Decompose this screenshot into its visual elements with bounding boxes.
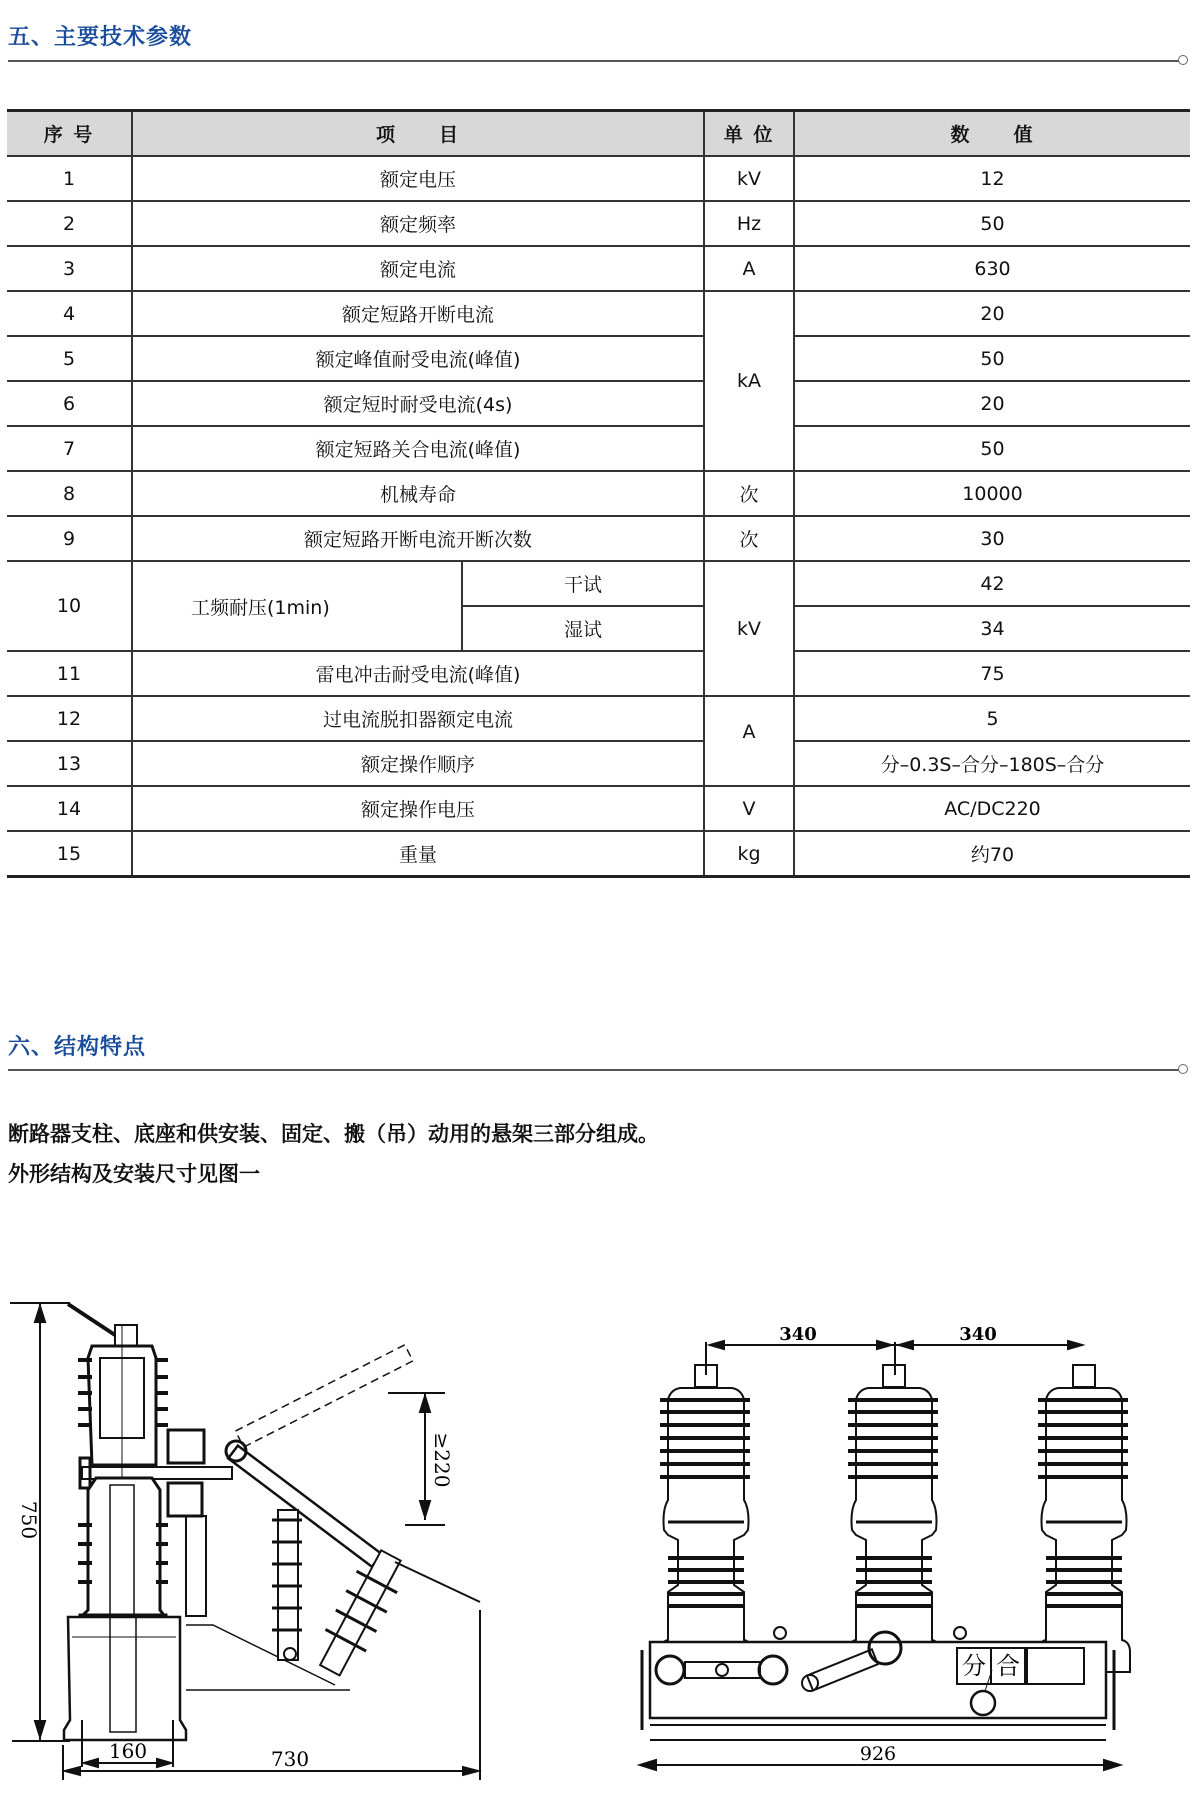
row-subitem-dry: 干试 xyxy=(462,561,704,606)
section-title-structure: 六、结构特点 xyxy=(8,1035,147,1060)
row-no: 13 xyxy=(7,741,132,786)
row-item: 额定短时耐受电流(4s) xyxy=(132,381,704,426)
dim-width-label: 926 xyxy=(859,1743,897,1765)
divider-end-circle-icon xyxy=(1178,55,1188,65)
row-no: 9 xyxy=(7,516,132,561)
section-divider xyxy=(8,60,1180,62)
row-item: 机械寿命 xyxy=(132,471,704,516)
row-value: 10000 xyxy=(794,471,1190,516)
header-value: 数 值 xyxy=(794,111,1190,157)
row-value: 20 xyxy=(794,381,1190,426)
row-unit: kg xyxy=(704,831,794,877)
row-item: 工频耐压(1min) xyxy=(132,561,462,651)
row-value: 50 xyxy=(794,201,1190,246)
row-no: 10 xyxy=(7,561,132,651)
row-no: 7 xyxy=(7,426,132,471)
row-unit-merged: kV xyxy=(704,561,794,696)
row-unit-merged: A xyxy=(704,696,794,786)
spec-table xyxy=(7,109,1190,878)
row-value: 12 xyxy=(794,156,1190,201)
row-no: 3 xyxy=(7,246,132,291)
table-row xyxy=(7,516,1190,561)
label-open: 分 xyxy=(962,1652,986,1680)
section-divider xyxy=(8,1069,1180,1071)
row-no: 15 xyxy=(7,831,132,877)
row-item: 额定操作电压 xyxy=(132,786,704,831)
table-row xyxy=(7,651,1190,696)
row-value: 分–0.3S–合分–180S–合分 xyxy=(794,741,1190,786)
row-item: 额定短路开断电流开断次数 xyxy=(132,516,704,561)
header-no: 序 号 xyxy=(7,111,132,157)
row-item: 额定电流 xyxy=(132,246,704,291)
row-unit: kV xyxy=(704,156,794,201)
dim-base-label: 160 xyxy=(108,1739,148,1763)
dim-height-label: 750 xyxy=(17,1500,41,1540)
row-item: 额定电压 xyxy=(132,156,704,201)
table-row xyxy=(7,831,1190,877)
row-subitem-wet: 湿试 xyxy=(462,606,704,651)
row-value: 50 xyxy=(794,336,1190,381)
row-value: 75 xyxy=(794,651,1190,696)
dim-pitch-left-label: 340 xyxy=(779,1324,817,1345)
row-unit-merged: kA xyxy=(704,291,794,471)
row-value: 20 xyxy=(794,291,1190,336)
table-row xyxy=(7,426,1190,471)
figure-reference: 外形结构及安装尺寸见图一 xyxy=(8,1162,260,1186)
row-value: 50 xyxy=(794,426,1190,471)
header-item: 项 目 xyxy=(132,111,704,157)
row-item: 重量 xyxy=(132,831,704,877)
row-item: 额定峰值耐受电流(峰值) xyxy=(132,336,704,381)
row-item: 额定短路开断电流 xyxy=(132,291,704,336)
table-row xyxy=(7,291,1190,336)
row-unit: V xyxy=(704,786,794,831)
section-title-technical-parameters: 五、主要技术参数 xyxy=(8,25,193,50)
table-row xyxy=(7,696,1190,741)
dim-stroke-label: ≥220 xyxy=(430,1432,454,1488)
row-item: 额定短路关合电流(峰值) xyxy=(132,426,704,471)
row-no: 1 xyxy=(7,156,132,201)
header-unit: 单 位 xyxy=(704,111,794,157)
row-value: AC/DC220 xyxy=(794,786,1190,831)
row-no: 12 xyxy=(7,696,132,741)
row-no: 11 xyxy=(7,651,132,696)
front-view-drawing xyxy=(620,1300,1200,1804)
table-row xyxy=(7,201,1190,246)
row-item: 雷电冲击耐受电流(峰值) xyxy=(132,651,704,696)
dim-pitch-right-label: 340 xyxy=(959,1324,997,1345)
side-view-outline xyxy=(10,1303,480,1780)
row-value: 30 xyxy=(794,516,1190,561)
row-no: 4 xyxy=(7,291,132,336)
row-no: 2 xyxy=(7,201,132,246)
row-item: 额定频率 xyxy=(132,201,704,246)
row-no: 6 xyxy=(7,381,132,426)
table-row xyxy=(7,741,1190,786)
divider-end-circle-icon xyxy=(1178,1064,1188,1074)
structure-description: 断路器支柱、底座和供安装、固定、搬（吊）动用的悬架三部分组成。 xyxy=(8,1122,659,1146)
row-value-dry: 42 xyxy=(794,561,1190,606)
row-value: 约70 xyxy=(794,831,1190,877)
side-view-drawing xyxy=(0,1280,500,1804)
row-item: 额定操作顺序 xyxy=(132,741,704,786)
row-unit: 次 xyxy=(704,516,794,561)
table-row xyxy=(7,336,1190,381)
table-row xyxy=(7,246,1190,291)
dim-depth-label: 730 xyxy=(270,1747,310,1771)
row-unit: A xyxy=(704,246,794,291)
row-value: 5 xyxy=(794,696,1190,741)
row-unit: 次 xyxy=(704,471,794,516)
row-item: 过电流脱扣器额定电流 xyxy=(132,696,704,741)
front-view-outline xyxy=(640,1341,1130,1770)
row-value-wet: 34 xyxy=(794,606,1190,651)
table-row xyxy=(7,471,1190,516)
label-close: 合 xyxy=(996,1652,1020,1680)
row-value: 630 xyxy=(794,246,1190,291)
row-no: 14 xyxy=(7,786,132,831)
table-row xyxy=(7,786,1190,831)
table-header-row xyxy=(7,111,1190,157)
row-unit: Hz xyxy=(704,201,794,246)
table-row xyxy=(7,381,1190,426)
table-row xyxy=(7,156,1190,201)
table-row xyxy=(7,561,1190,606)
pole xyxy=(660,1365,752,1672)
row-no: 5 xyxy=(7,336,132,381)
row-no: 8 xyxy=(7,471,132,516)
